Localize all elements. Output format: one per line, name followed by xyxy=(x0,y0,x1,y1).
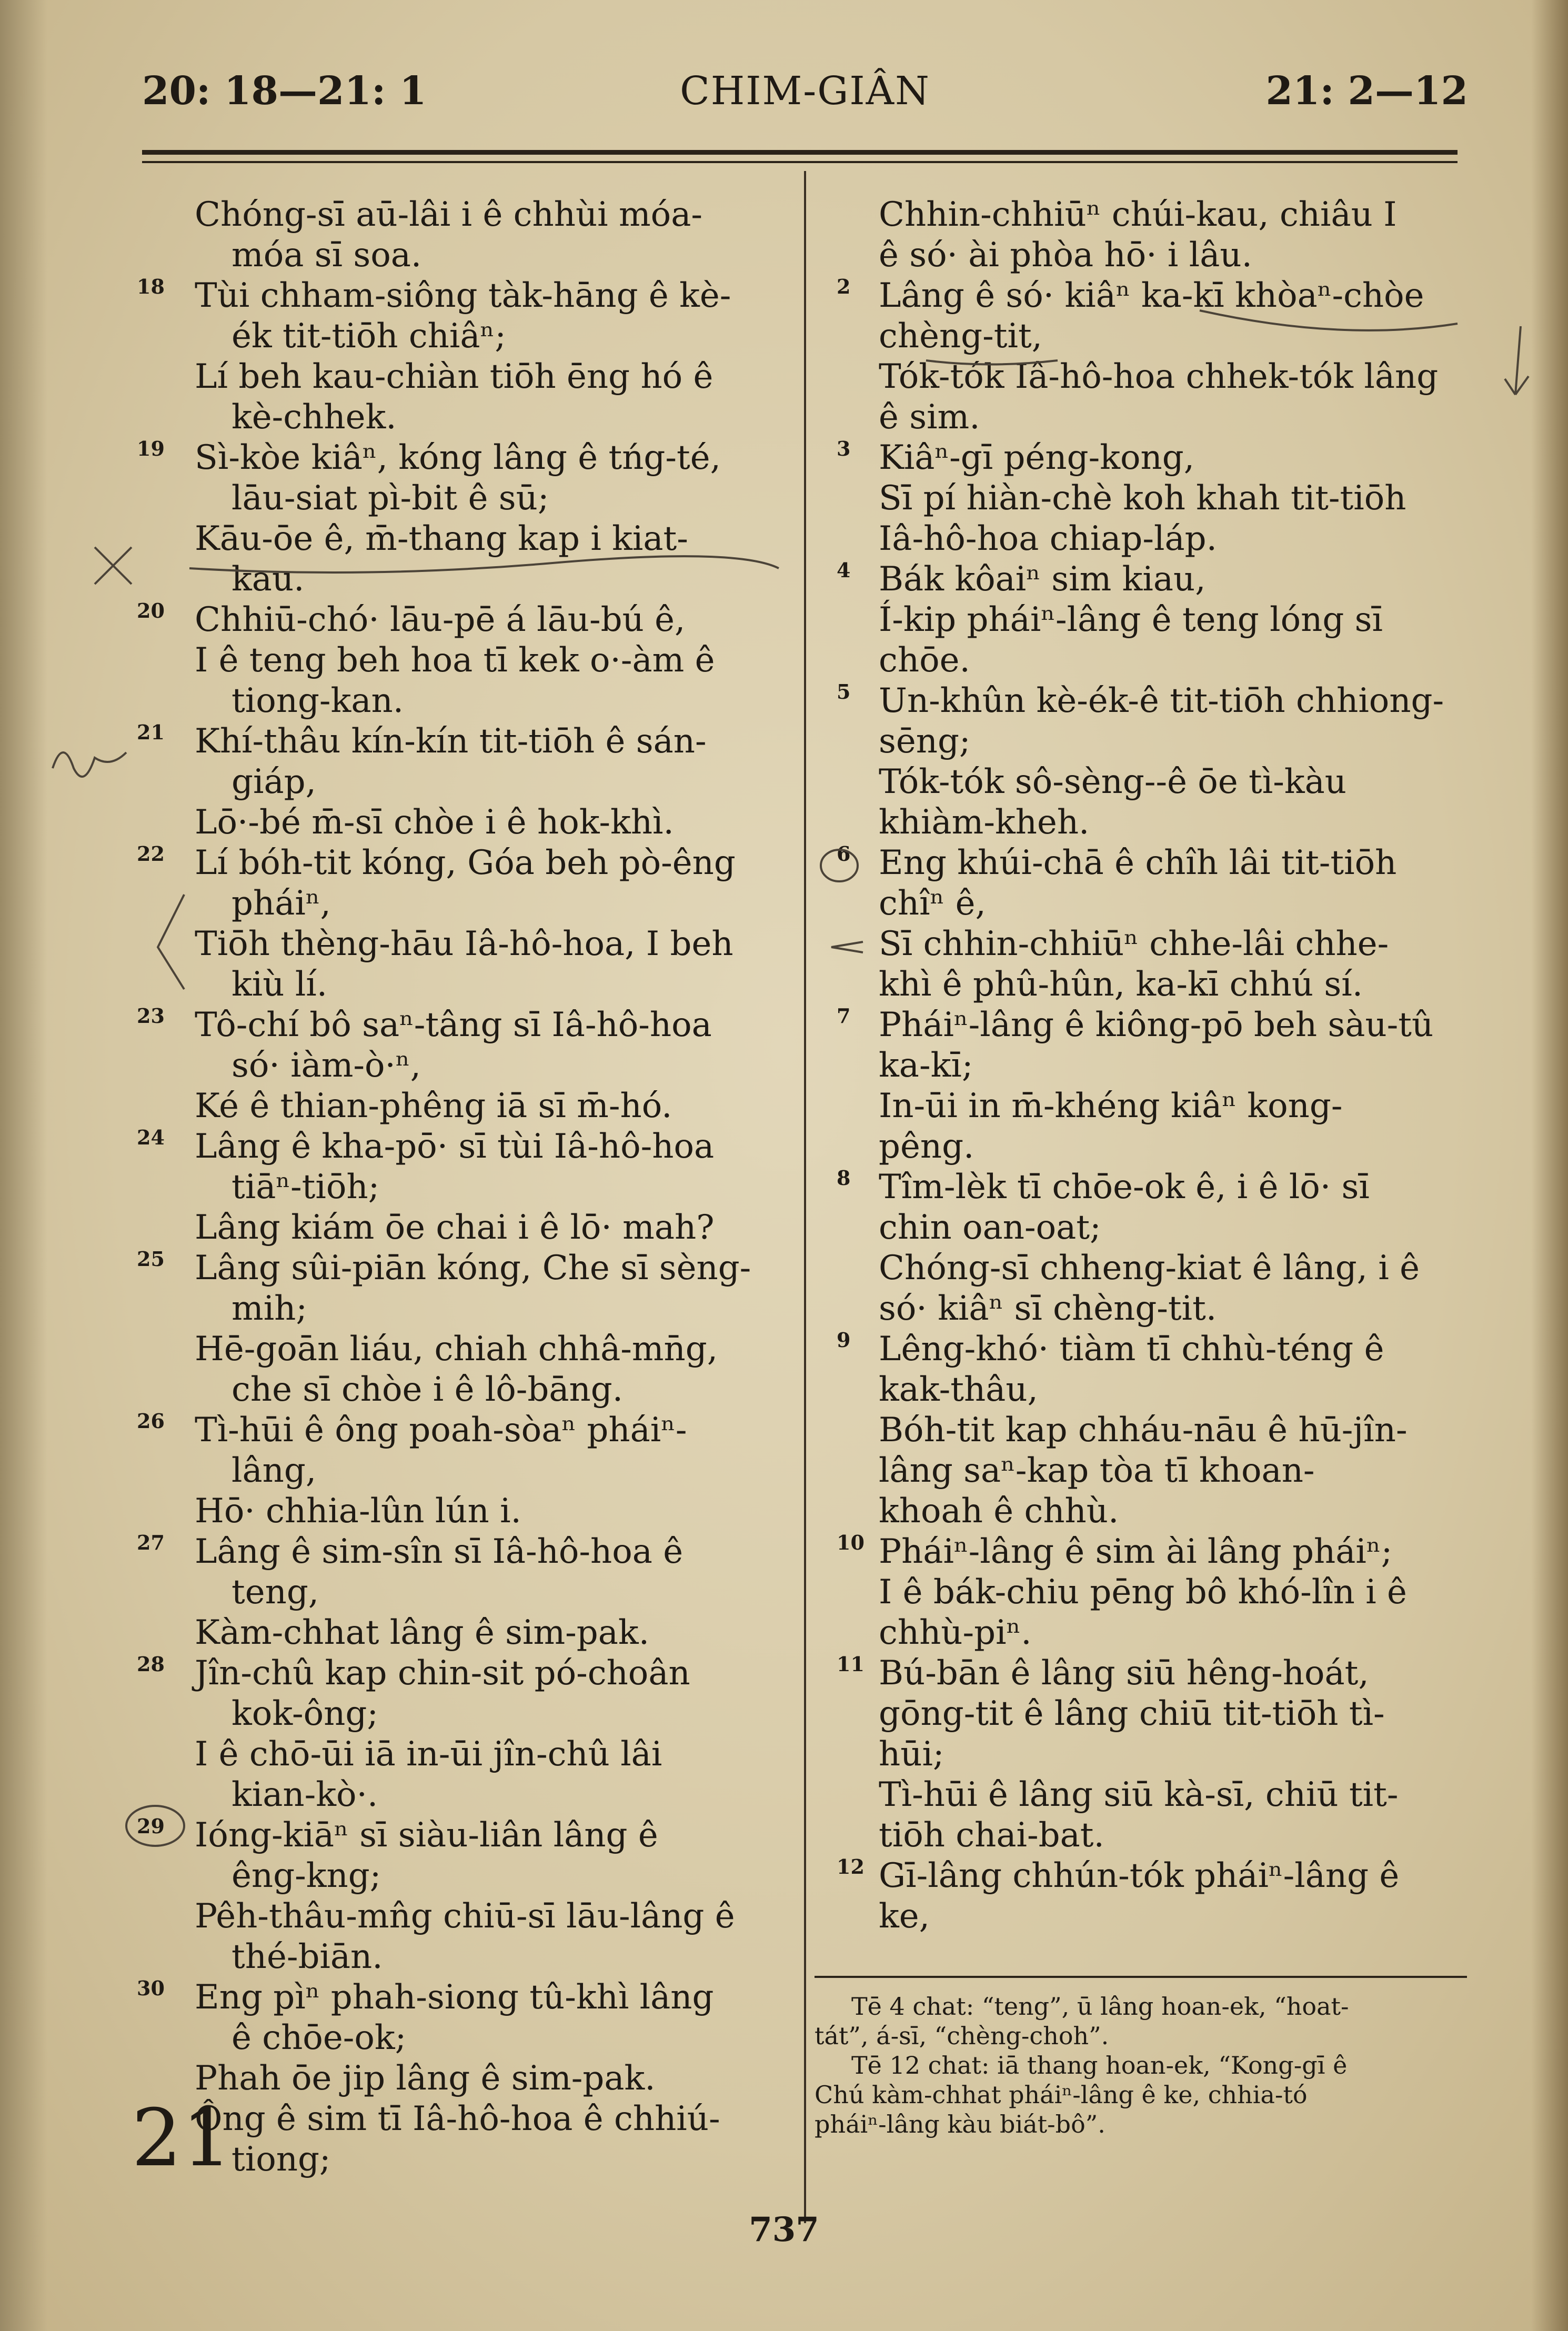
footnote-line: Chú kàm-chhat pháiⁿ-lâng ê ke, chhia-tó xyxy=(815,2081,1308,2109)
verse-text: I ê bák-chiu pēng bô khó-lîn i ê xyxy=(879,1573,1407,1612)
verse-text: pháiⁿ, xyxy=(232,884,331,923)
verse-text: thé-biān. xyxy=(232,1937,383,1976)
verse-text: In-ūi in m̄-khéng kiâⁿ kong- xyxy=(879,1087,1343,1126)
verse-text: Gī-lâng chhún-tók pháiⁿ-lâng ê xyxy=(879,1856,1400,1895)
verse-text: Lâng sûi-piān kóng, Che sī sèng- xyxy=(195,1249,751,1288)
verse-number: 9 xyxy=(837,1328,851,1352)
pencil-circle-verse-29 xyxy=(126,1806,184,1846)
verse-text: Eng pìⁿ phah-siong tû-khì lâng xyxy=(195,1978,714,2017)
verse-text: Lí bóh-tit kóng, Góa beh pò-êng xyxy=(195,843,736,882)
verse-text: gōng-tit ê lâng chiū tit-tiōh tì- xyxy=(879,1694,1385,1733)
verse-number: 8 xyxy=(837,1166,851,1190)
verse-text: chèng-tit, xyxy=(879,317,1042,356)
header-left-reference: 20: 18—21: 1 xyxy=(142,68,427,114)
footnote-line: Tē 12 chat: iā thang hoan-ek, “Kong-gī ê xyxy=(851,2051,1348,2079)
verse-text: Chhiū-chó· lāu-pē á lāu-bú ê, xyxy=(195,600,686,639)
verse-number: 5 xyxy=(837,680,851,704)
pencil-caret-verse-6 xyxy=(831,942,863,952)
verse-text: giáp, xyxy=(232,762,316,801)
verse-text: Lâng ê sim-sîn sī Iâ-hô-hoa ê xyxy=(195,1532,684,1571)
verse-number: 28 xyxy=(137,1652,165,1676)
verse-text: khoah ê chhù. xyxy=(879,1492,1119,1531)
pencil-x-mark xyxy=(95,547,132,584)
pencil-scribble-verse-21 xyxy=(53,752,126,777)
verse-text: che sī chòe i ê lô-bāng. xyxy=(232,1370,624,1409)
verse-number: 2 xyxy=(837,275,851,298)
verse-text: Ké ê thian-phêng iā sī m̄-hó. xyxy=(195,1087,672,1126)
verse-number: 11 xyxy=(837,1652,865,1676)
verse-text: Iâ-hô-hoa chiap-láp. xyxy=(879,519,1217,558)
verse-text: Hē-goān liáu, chiah chhâ-mn̄g, xyxy=(195,1330,718,1369)
verse-text: tiāⁿ-tiōh; xyxy=(232,1168,380,1207)
verse-number: 27 xyxy=(137,1531,165,1554)
verse-text: lâng, xyxy=(232,1451,317,1490)
chapter-number: 21 xyxy=(132,2093,232,2184)
verse-text: ê só· ài phòa hō· i lâu. xyxy=(879,236,1252,275)
footnote-line: Tē 4 chat: “teng”, ū lâng hoan-ek, “hoat- xyxy=(851,1992,1349,2021)
verse-text: Tùi chham-siông tàk-hāng ê kè- xyxy=(195,276,731,315)
verse-text: Bák kôaiⁿ sim kiau, xyxy=(879,560,1206,599)
verse-text: tiōh chai-bat. xyxy=(879,1816,1104,1855)
verse-number: 23 xyxy=(137,1004,165,1028)
verse-text: kiù lí. xyxy=(232,965,328,1004)
verse-text: Khí-thâu kín-kín tit-tiōh ê sán- xyxy=(195,722,707,761)
pencil-arrow-margin xyxy=(1505,326,1529,395)
verse-text: Tì-hūi ê lâng siū kà-sī, chiū tit- xyxy=(879,1775,1399,1814)
verse-number: 21 xyxy=(137,720,165,744)
verse-number: 24 xyxy=(137,1126,165,1149)
verse-text: Tiōh thèng-hāu Iâ-hô-hoa, I beh xyxy=(195,925,733,963)
verse-number: 18 xyxy=(137,275,165,298)
verse-number: 20 xyxy=(137,599,165,622)
verse-text: Ông ê sim tī Iâ-hô-hoa ê chhiú- xyxy=(195,2099,720,2138)
verse-text: ê sim. xyxy=(879,398,980,437)
verse-text: Í-kip pháiⁿ-lâng ê teng lóng sī xyxy=(879,600,1383,639)
verse-text: kak-thâu, xyxy=(879,1370,1038,1409)
verse-text: Chóng-sī aū-lâi i ê chhùi móa- xyxy=(195,195,702,234)
verse-text: Sì-kòe kiâⁿ, kóng lâng ê tńg-té, xyxy=(195,438,721,477)
pencil-bracket-verse-22 xyxy=(158,895,184,989)
footnote-line: tát”, á-sī, “chèng-choh”. xyxy=(815,2022,1109,2050)
verse-text: móa sī soa. xyxy=(232,236,422,275)
verse-text: khì ê phû-hûn, ka-kī chhú sí. xyxy=(879,965,1363,1004)
verse-text: Kāu-ōe ê, m̄-thang kap i kiat- xyxy=(195,519,688,558)
verse-text: êng-kng; xyxy=(232,1856,381,1895)
verse-text: kian-kò·. xyxy=(232,1775,378,1814)
verse-text: chin oan-oat; xyxy=(879,1208,1101,1247)
verse-number: 26 xyxy=(137,1409,165,1433)
verse-text: Sī chhin-chhiūⁿ chhe-lâi chhe- xyxy=(879,925,1389,963)
verse-text: sēng; xyxy=(879,722,971,761)
verse-text: Kiâⁿ-gī péng-kong, xyxy=(879,438,1195,477)
verse-number: 4 xyxy=(837,558,851,582)
verse-text: chîⁿ ê, xyxy=(879,884,986,923)
verse-number: 3 xyxy=(837,437,851,460)
verse-text: kè-chhek. xyxy=(232,398,397,437)
verse-text: Kàm-chhat lâng ê sim-pak. xyxy=(195,1613,650,1652)
verse-text: Bú-bān ê lâng siū hêng-hoát, xyxy=(879,1654,1369,1693)
verse-text: Pháiⁿ-lâng ê sim ài lâng pháiⁿ; xyxy=(879,1532,1393,1571)
footnote-line: pháiⁿ-lâng kàu biát-bô”. xyxy=(815,2110,1105,2138)
verse-text: Hō· chhia-lûn lún i. xyxy=(195,1492,521,1531)
verse-text: Tók-tók Iâ-hô-hoa chhek-tók lâng xyxy=(879,357,1439,396)
verse-text: só· kiâⁿ sī chèng-tit. xyxy=(879,1289,1217,1328)
verse-number: 7 xyxy=(837,1004,851,1028)
verse-number: 6 xyxy=(837,842,851,866)
verse-text: I ê teng beh hoa tī kek o·-àm ê xyxy=(195,641,715,680)
pencil-underline-verse-19 xyxy=(189,556,779,572)
verse-text: Sī pí hiàn-chè koh khah tit-tiōh xyxy=(879,479,1406,518)
verse-text: Un-khûn kè-ék-ê tit-tiōh chhiong- xyxy=(879,681,1444,720)
verse-text: ka-kī; xyxy=(879,1046,973,1085)
verse-number: 25 xyxy=(137,1247,165,1271)
verse-number: 19 xyxy=(137,437,165,460)
verse-text: Tì-hūi ê ông poah-sòaⁿ pháiⁿ- xyxy=(195,1411,687,1450)
verse-text: Tók-tók sô-sèng--ê ōe tì-kàu xyxy=(879,762,1346,801)
verse-text: Jîn-chû kap chin-sit pó-choân xyxy=(195,1654,690,1693)
verse-text: Lêng-khó· tiàm tī chhù-téng ê xyxy=(879,1330,1384,1369)
verse-text: Tô-chí bô saⁿ-tâng sī Iâ-hô-hoa xyxy=(195,1006,712,1044)
verse-text: Tîm-lèk tī chōe-ok ê, i ê lō· sī xyxy=(879,1168,1370,1207)
pencil-underline-verse-2b xyxy=(926,360,1058,365)
verse-text: Eng khúi-chā ê chîh lâi tit-tiōh xyxy=(879,843,1397,882)
verse-text: Lí beh kau-chiàn tiōh ēng hó ê xyxy=(195,357,713,396)
verse-number: 30 xyxy=(137,1976,165,2000)
verse-text: chōe. xyxy=(879,641,970,680)
verse-text: pêng. xyxy=(879,1127,974,1166)
header-book-title: CHIM-GIÂN xyxy=(680,68,930,114)
verse-number: 12 xyxy=(837,1855,865,1878)
verse-text: lâng saⁿ-kap tòa tī khoan- xyxy=(879,1451,1315,1490)
verse-number: 29 xyxy=(137,1814,165,1838)
verse-text: ke, xyxy=(879,1897,930,1936)
verse-text: ék tit-tiōh chiâⁿ; xyxy=(232,317,506,356)
verse-text: Phah ōe jip lâng ê sim-pak. xyxy=(195,2059,656,2098)
page-number: 737 xyxy=(749,2210,819,2249)
verse-text: ê chōe-ok; xyxy=(232,2018,407,2057)
verse-text: tiong; xyxy=(232,2140,331,2179)
verse-text: Lâng kiám ōe chai i ê lō· mah? xyxy=(195,1208,715,1247)
verse-text: chhù-piⁿ. xyxy=(879,1613,1032,1652)
verse-text: Lâng ê só· kiâⁿ ka-kī khòaⁿ-chòe xyxy=(879,276,1424,315)
verse-text: Pêh-thâu-mn̂g chiū-sī lāu-lâng ê xyxy=(195,1897,735,1936)
verse-text: lāu-siat pì-bit ê sū; xyxy=(232,479,549,518)
verse-text: Chóng-sī chheng-kiat ê lâng, i ê xyxy=(879,1249,1420,1288)
verse-text: khiàm-kheh. xyxy=(879,803,1090,842)
verse-text: Lō·-bé m̄-sī chòe i ê hok-khì. xyxy=(195,803,674,842)
verse-text: teng, xyxy=(232,1573,319,1612)
verse-text: Chhin-chhiūⁿ chúi-kau, chiâu I xyxy=(879,195,1397,234)
verse-text: Pháiⁿ-lâng ê kiông-pō beh sàu-tû xyxy=(879,1006,1434,1044)
verse-text: kau. xyxy=(232,560,305,599)
verse-text: mih; xyxy=(232,1289,307,1328)
verse-text: só· iàm-ò·ⁿ, xyxy=(232,1046,421,1085)
verse-text: Bóh-tit kap chháu-nāu ê hū-jîn- xyxy=(879,1411,1408,1450)
verse-text: hūi; xyxy=(879,1735,944,1774)
header-right-reference: 21: 2—12 xyxy=(1265,68,1468,114)
verse-text: kok-ông; xyxy=(232,1694,378,1733)
verse-text: I ê chō-ūi iā in-ūi jîn-chû lâi xyxy=(195,1735,662,1774)
verse-text: Lâng ê kha-pō· sī tùi Iâ-hô-hoa xyxy=(195,1127,715,1166)
verse-number: 22 xyxy=(137,842,165,866)
pencil-circle-verse-6 xyxy=(821,850,858,881)
pencil-underline-verse-2 xyxy=(1200,310,1458,330)
verse-number: 10 xyxy=(837,1531,865,1554)
verse-text: tiong-kan. xyxy=(232,681,404,720)
verse-text: Ióng-kiāⁿ sī siàu-liân lâng ê xyxy=(195,1816,658,1855)
